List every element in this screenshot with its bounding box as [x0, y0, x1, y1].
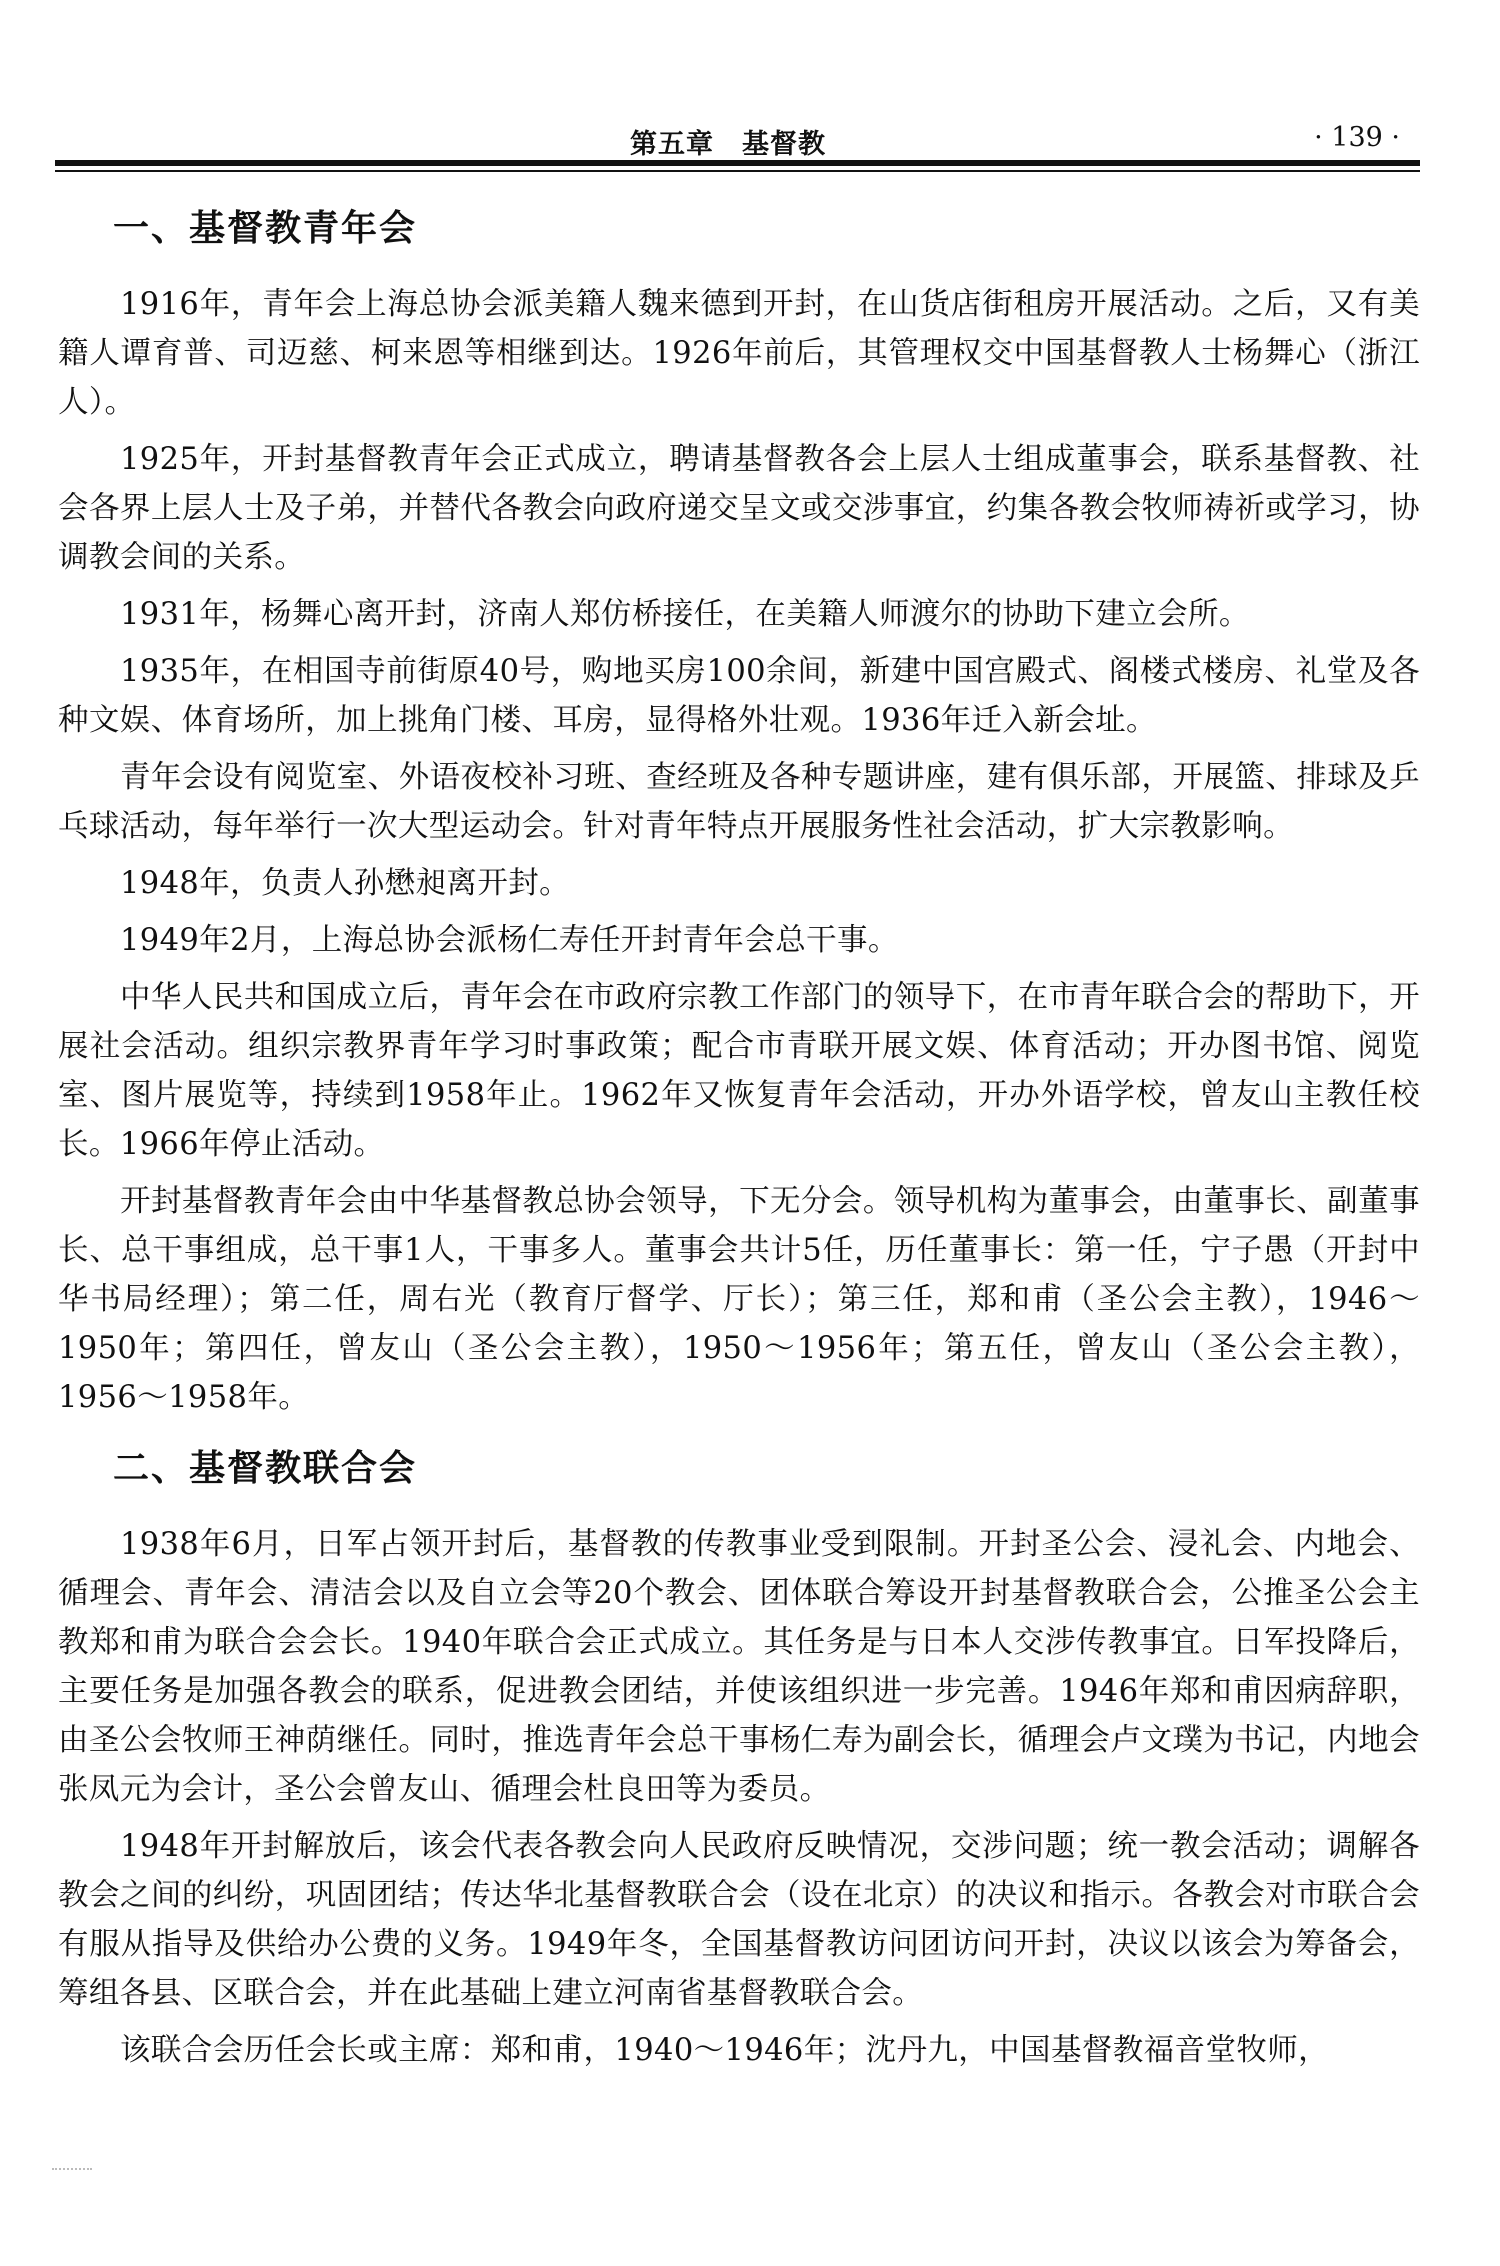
paragraph: 1931年，杨舞心离开封，济南人郑仿桥接任，在美籍人师渡尔的协助下建立会所。 [120, 597, 1250, 632]
paragraph: 青年会设有阅览室、外语夜校补习班、查经班及各种专题讲座，建有俱乐部，开展篮、排球及乒乓球活动，每年举行一次大型运动会。针对青年特点开展服务性社会活动，扩大宗教影响。 [58, 760, 1420, 844]
paragraph: 1916年，青年会上海总协会派美籍人魏来德到开封，在山货店街租房开展活动。之后，又有美籍人谭育普、司迈慈、柯来恩等相继到达。1926年前后，其管理权交中国基督教人士杨舞心（浙江人）。 [58, 287, 1420, 420]
section-ymca [58, 200, 1420, 1422]
paragraph: 1925年，开封基督教青年会正式成立，聘请基督教各会上层人士组成董事会，联系基督教、社会各界上层人士及子弟，并替代各教会向政府递交呈文或交涉事宜，约集各教会牧师祷祈或学习，协调教会间的关系。 [58, 442, 1420, 575]
header-rule-thin [55, 170, 1420, 172]
paragraph: 中华人民共和国成立后，青年会在市政府宗教工作部门的领导下，在市青年联合会的帮助下，开展社会活动。组织宗教界青年学习时事政策；配合市青联开展文娱、体育活动；开办图书馆、阅览室、图片展览等，持续到1958年止。1962年又恢复青年会活动，开办外语学校，曾友山主教任校长。1966年停止活动。 [58, 980, 1420, 1162]
paragraph: 1938年6月，日军占领开封后，基督教的传教事业受到限制。开封圣公会、浸礼会、内地会、循理会、青年会、清洁会以及自立会等20个教会、团体联合筹设开封基督教联合会，公推圣公会主教郑和甫为联合会会长。1940年联合会正式成立。其任务是与日本人交涉传教事宜。日军投降后，主要任务是加强各教会的联系，促进教会团结，并使该组织进一步完善。1946年郑和甫因病辞职，由圣公会牧师王神荫继任。同时，推选青年会总干事杨仁寿为副会长，循理会卢文璞为书记，内地会张凤元为会计，圣公会曾友山、循理会杜良田等为委员。 [58, 1527, 1420, 1807]
section-heading: 二、基督教联合会 [113, 1448, 418, 1489]
paragraph: 1948年开封解放后，该会代表各教会向人民政府反映情况，交涉问题；统一教会活动；调解各教会之间的纠纷，巩固团结；传达华北基督教联合会（设在北京）的决议和指示。各教会对市联合会有服从指导及供给办公费的义务。1949年冬，全国基督教访问团访问开封，决议以该会为筹备会，筹组各县、区联合会，并在此基础上建立河南省基督教联合会。 [58, 1829, 1420, 2011]
section-heading: 一、基督教青年会 [113, 208, 418, 249]
page-body [58, 200, 1420, 2083]
paragraph: 1949年2月，上海总协会派杨仁寿任开封青年会总干事。 [120, 923, 899, 958]
section-christian-council [58, 1440, 1420, 2075]
paragraph: 开封基督教青年会由中华基督教总协会领导，下无分会。领导机构为董事会，由董事长、副董事长、总干事组成，总干事1人，干事多人。董事会共计5任，历任董事长：第一任，宁子愚（开封中华书局经理）；第二任，周右光（教育厅督学、厅长）；第三任，郑和甫（圣公会主教），1946～1950年；第四任，曾友山（圣公会主教），1950～1956年；第五任，曾友山（圣公会主教），1956～1958年。 [58, 1184, 1420, 1415]
page-number: · 139 · [1314, 122, 1400, 153]
running-header [55, 118, 1420, 158]
header-rule-thick [55, 160, 1420, 166]
chapter-title: 第五章 基督教 [630, 129, 826, 160]
paragraph: 1948年，负责人孙懋昶离开封。 [120, 866, 571, 901]
paragraph: 1935年，在相国寺前街原40号，购地买房100余间，新建中国宫殿式、阁楼式楼房、礼堂及各种文娱、体育场所，加上挑角门楼、耳房，显得格外壮观。1936年迁入新会址。 [58, 654, 1420, 738]
scan-mark [52, 2168, 92, 2176]
paragraph: 该联合会历任会长或主席：郑和甫，1940～1946年；沈丹九，中国基督教福音堂牧师， [120, 2033, 1330, 2068]
